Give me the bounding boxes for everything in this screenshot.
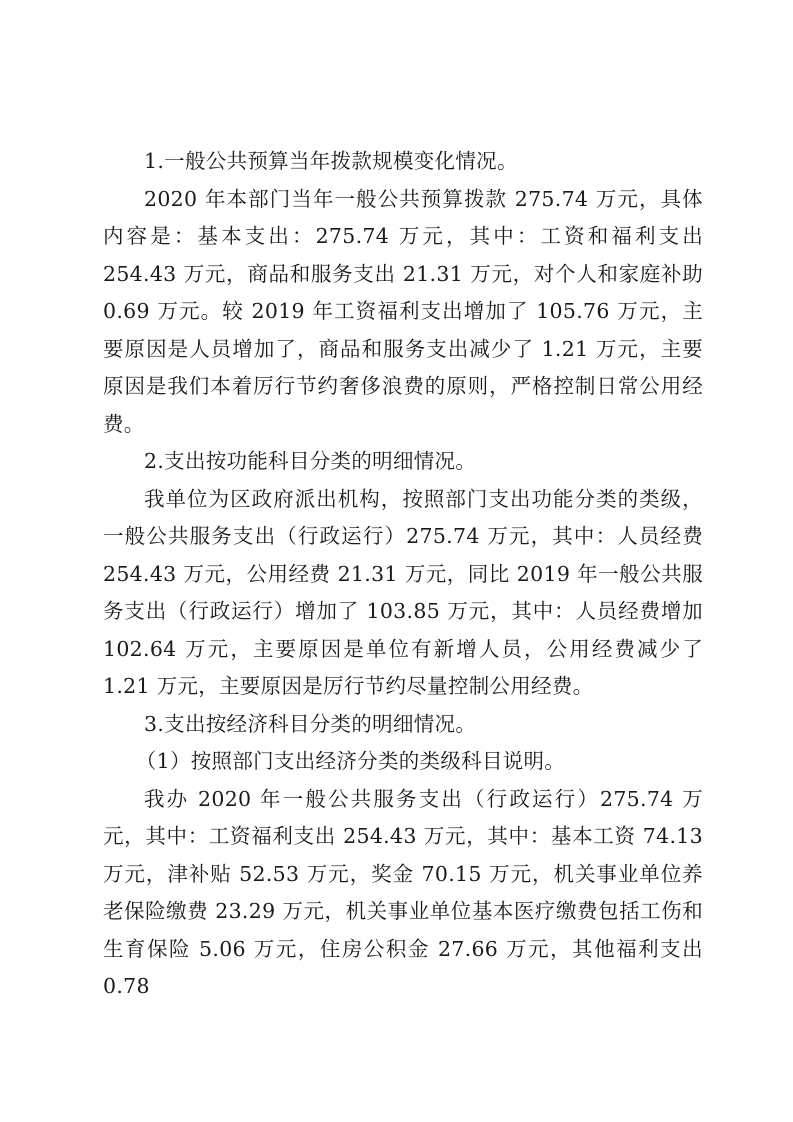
section-heading-1: 1.一般公共预算当年拨款规模变化情况。 (144, 149, 518, 173)
document-body (103, 143, 703, 1006)
paragraph-functional-classification: 我单位为区政府派出机构，按照部门支出功能分类的类级，一般公共服务支出（行政运行）275.74 万元，其中：人员经费 254.43 万元，公用经费 21.31 万元，同比 2019 年一般公共服务支出（行政运行）增加了 103.85 万元，其中：人员经费增加 102.64 万元，主要原因是单位有新增人员，公用经费减少了 1.21 万元，主要原因是厉行节约尽量控制公用经费。 (103, 486, 703, 698)
section-heading-3: 3.支出按经济科目分类的明细情况。 (144, 711, 477, 736)
subsection-heading-1: （1）按照部门支出经济分类的类级科目说明。 (135, 749, 566, 773)
paragraph-appropriation-change: 2020 年本部门当年一般公共预算拨款 275.74 万元，具体内容是：基本支出：275.74 万元，其中：工资和福利支出 254.43 万元，商品和服务支出 21.31 万元，对个人和家庭补助 0.69 万元。较 2019 年工资福利支出增加了 105.76 万元，主要原因是人员增加了，商品和服务支出减少了 1.21 万元，主要原因是我们本着厉行节约奢侈浪费的原则，严格控制日常公用经费。 (103, 186, 703, 436)
section-heading-2: 2.支出按功能科目分类的明细情况。 (144, 449, 477, 473)
paragraph-economic-classification: 我办 2020 年一般公共服务支出（行政运行）275.74 万元，其中：工资福利支出 254.43 万元，其中：基本工资 74.13 万元，津补贴 52.53 万元，奖金 70.15 万元，机关事业单位养老保险缴费 23.29 万元，机关事业单位基本医疗缴费包括工伤和生育保险 5.06 万元，住房公积金 27.66 万元，其他福利支出 0.78 (103, 786, 703, 998)
